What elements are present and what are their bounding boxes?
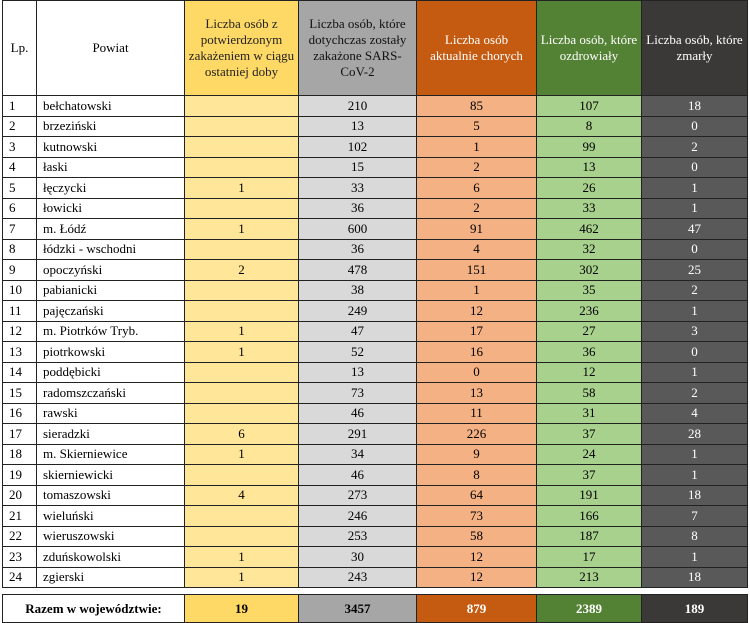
cell-total-cases: 102 — [299, 137, 417, 158]
table-row — [3, 403, 748, 424]
cell-powiat: łęczycki — [37, 178, 185, 199]
cell-lp: 8 — [3, 239, 37, 260]
table-row — [3, 485, 748, 506]
cell-powiat: m. Piotrków Tryb. — [37, 321, 185, 342]
table-row — [3, 321, 748, 342]
cell-new-cases: 4 — [185, 485, 299, 506]
cell-total-cases: 33 — [299, 178, 417, 199]
cell-total-cases: 249 — [299, 301, 417, 322]
cell-deaths: 2 — [642, 137, 748, 158]
table-row — [3, 444, 748, 465]
cell-powiat: radomszczański — [37, 383, 185, 404]
cell-lp: 22 — [3, 526, 37, 547]
cell-deaths: 0 — [642, 342, 748, 363]
cell-deaths: 18 — [642, 485, 748, 506]
cell-lp: 23 — [3, 547, 37, 568]
cell-powiat: łowicki — [37, 198, 185, 219]
cell-lp: 19 — [3, 465, 37, 486]
cell-currently-sick: 12 — [417, 547, 537, 568]
cell-recovered: 27 — [537, 321, 642, 342]
cell-total-cases: 73 — [299, 383, 417, 404]
cell-total-cases: 13 — [299, 116, 417, 137]
table-row — [3, 178, 748, 199]
cell-recovered: 107 — [537, 96, 642, 117]
cell-recovered: 99 — [537, 137, 642, 158]
cell-powiat: sieradzki — [37, 424, 185, 445]
cell-deaths: 0 — [642, 239, 748, 260]
cell-new-cases — [185, 526, 299, 547]
table-row — [3, 465, 748, 486]
cell-lp: 10 — [3, 280, 37, 301]
cell-powiat: poddębicki — [37, 362, 185, 383]
cell-recovered: 213 — [537, 567, 642, 588]
cell-new-cases — [185, 362, 299, 383]
cell-total-cases: 210 — [299, 96, 417, 117]
cell-recovered: 302 — [537, 260, 642, 281]
cell-total-cases: 246 — [299, 506, 417, 527]
cell-total-cases: 30 — [299, 547, 417, 568]
cell-total-cases: 36 — [299, 198, 417, 219]
cell-currently-sick: 12 — [417, 567, 537, 588]
cell-deaths: 7 — [642, 506, 748, 527]
header-recovered: Liczba osób, które ozdrowiały — [537, 1, 642, 96]
cell-lp: 11 — [3, 301, 37, 322]
summary-new-cases: 19 — [185, 595, 299, 623]
cell-powiat: brzeziński — [37, 116, 185, 137]
table-row — [3, 219, 748, 240]
cell-new-cases — [185, 383, 299, 404]
cell-currently-sick: 9 — [417, 444, 537, 465]
cell-lp: 9 — [3, 260, 37, 281]
cell-currently-sick: 2 — [417, 198, 537, 219]
cell-new-cases: 1 — [185, 547, 299, 568]
cell-deaths: 1 — [642, 547, 748, 568]
header-powiat: Powiat — [37, 1, 185, 96]
cell-powiat: bełchatowski — [37, 96, 185, 117]
cell-powiat: łódzki - wschodni — [37, 239, 185, 260]
cell-powiat: zgierski — [37, 567, 185, 588]
cell-currently-sick: 1 — [417, 137, 537, 158]
table-row — [3, 547, 748, 568]
cell-deaths: 1 — [642, 178, 748, 199]
cell-lp: 12 — [3, 321, 37, 342]
cell-currently-sick: 58 — [417, 526, 537, 547]
cell-powiat: łaski — [37, 157, 185, 178]
cell-deaths: 18 — [642, 96, 748, 117]
cell-recovered: 8 — [537, 116, 642, 137]
cell-lp: 15 — [3, 383, 37, 404]
cell-currently-sick: 16 — [417, 342, 537, 363]
cell-recovered: 236 — [537, 301, 642, 322]
cell-currently-sick: 11 — [417, 403, 537, 424]
cell-currently-sick: 13 — [417, 383, 537, 404]
cell-new-cases: 1 — [185, 567, 299, 588]
cell-deaths: 3 — [642, 321, 748, 342]
cell-new-cases — [185, 403, 299, 424]
cell-powiat: pabianicki — [37, 280, 185, 301]
cell-lp: 6 — [3, 198, 37, 219]
cell-deaths: 2 — [642, 383, 748, 404]
cell-new-cases: 1 — [185, 444, 299, 465]
cell-total-cases: 38 — [299, 280, 417, 301]
header-lp: Lp. — [3, 1, 37, 96]
cell-lp: 21 — [3, 506, 37, 527]
cell-total-cases: 47 — [299, 321, 417, 342]
table-row — [3, 260, 748, 281]
summary-spacer — [3, 588, 748, 595]
cell-currently-sick: 0 — [417, 362, 537, 383]
cell-new-cases — [185, 301, 299, 322]
cell-lp: 1 — [3, 96, 37, 117]
cell-deaths: 47 — [642, 219, 748, 240]
cell-recovered: 33 — [537, 198, 642, 219]
cell-currently-sick: 8 — [417, 465, 537, 486]
summary-total-cases: 3457 — [299, 595, 417, 623]
cell-new-cases: 1 — [185, 342, 299, 363]
cell-total-cases: 243 — [299, 567, 417, 588]
cell-lp: 16 — [3, 403, 37, 424]
cell-recovered: 37 — [537, 424, 642, 445]
cell-currently-sick: 85 — [417, 96, 537, 117]
cell-new-cases — [185, 116, 299, 137]
cell-new-cases: 1 — [185, 178, 299, 199]
cell-currently-sick: 91 — [417, 219, 537, 240]
cell-deaths: 1 — [642, 362, 748, 383]
table-row — [3, 157, 748, 178]
cell-powiat: rawski — [37, 403, 185, 424]
summary-row — [3, 595, 748, 623]
cell-new-cases — [185, 239, 299, 260]
cell-lp: 17 — [3, 424, 37, 445]
cell-new-cases: 6 — [185, 424, 299, 445]
cell-deaths: 1 — [642, 465, 748, 486]
summary-deaths: 189 — [642, 595, 748, 623]
table-row — [3, 362, 748, 383]
cell-deaths: 0 — [642, 116, 748, 137]
cell-total-cases: 273 — [299, 485, 417, 506]
cell-currently-sick: 226 — [417, 424, 537, 445]
cell-deaths: 0 — [642, 157, 748, 178]
cell-recovered: 17 — [537, 547, 642, 568]
table-row — [3, 567, 748, 588]
cell-deaths: 18 — [642, 567, 748, 588]
cell-currently-sick: 17 — [417, 321, 537, 342]
cell-lp: 4 — [3, 157, 37, 178]
cell-deaths: 1 — [642, 198, 748, 219]
cell-deaths: 4 — [642, 403, 748, 424]
table-row — [3, 342, 748, 363]
cell-lp: 7 — [3, 219, 37, 240]
cell-lp: 18 — [3, 444, 37, 465]
summary-recovered: 2389 — [537, 595, 642, 623]
cell-deaths: 1 — [642, 301, 748, 322]
cell-powiat: pajęczański — [37, 301, 185, 322]
cell-powiat: tomaszowski — [37, 485, 185, 506]
summary-currently-sick: 879 — [417, 595, 537, 623]
cell-deaths: 2 — [642, 280, 748, 301]
cell-recovered: 36 — [537, 342, 642, 363]
cell-deaths: 8 — [642, 526, 748, 547]
cell-powiat: opoczyński — [37, 260, 185, 281]
cell-powiat: m. Łódź — [37, 219, 185, 240]
table-row — [3, 96, 748, 117]
cell-currently-sick: 1 — [417, 280, 537, 301]
cell-total-cases: 478 — [299, 260, 417, 281]
table-row — [3, 198, 748, 219]
cell-recovered: 58 — [537, 383, 642, 404]
cell-currently-sick: 2 — [417, 157, 537, 178]
cell-recovered: 37 — [537, 465, 642, 486]
table-row — [3, 280, 748, 301]
cell-lp: 3 — [3, 137, 37, 158]
cell-total-cases: 34 — [299, 444, 417, 465]
cell-powiat: zduńskowolski — [37, 547, 185, 568]
cell-currently-sick: 5 — [417, 116, 537, 137]
cell-lp: 14 — [3, 362, 37, 383]
cell-total-cases: 15 — [299, 157, 417, 178]
cell-new-cases — [185, 96, 299, 117]
cell-new-cases: 1 — [185, 321, 299, 342]
cell-powiat: m. Skierniewice — [37, 444, 185, 465]
cell-total-cases: 13 — [299, 362, 417, 383]
table-row — [3, 383, 748, 404]
cell-recovered: 191 — [537, 485, 642, 506]
cell-deaths: 25 — [642, 260, 748, 281]
cell-recovered: 462 — [537, 219, 642, 240]
table-row — [3, 506, 748, 527]
cell-currently-sick: 6 — [417, 178, 537, 199]
cell-total-cases: 52 — [299, 342, 417, 363]
cell-currently-sick: 151 — [417, 260, 537, 281]
cell-total-cases: 46 — [299, 465, 417, 486]
cell-recovered: 24 — [537, 444, 642, 465]
summary-label: Razem w województwie: — [3, 595, 185, 623]
cell-deaths: 1 — [642, 444, 748, 465]
cell-recovered: 26 — [537, 178, 642, 199]
table-row — [3, 424, 748, 445]
cell-lp: 13 — [3, 342, 37, 363]
covid-cases-table — [2, 0, 748, 623]
cell-recovered: 32 — [537, 239, 642, 260]
cell-total-cases: 36 — [299, 239, 417, 260]
cell-currently-sick: 12 — [417, 301, 537, 322]
cell-recovered: 35 — [537, 280, 642, 301]
table-row — [3, 301, 748, 322]
spacer-cell — [3, 588, 748, 595]
cell-new-cases — [185, 465, 299, 486]
cell-currently-sick: 4 — [417, 239, 537, 260]
cell-total-cases: 253 — [299, 526, 417, 547]
table-row — [3, 239, 748, 260]
cell-recovered: 31 — [537, 403, 642, 424]
cell-recovered: 12 — [537, 362, 642, 383]
header-deaths: Liczba osób, które zmarły — [642, 1, 748, 96]
cell-lp: 24 — [3, 567, 37, 588]
cell-new-cases — [185, 198, 299, 219]
header-currently-sick: Liczba osób aktualnie chorych — [417, 1, 537, 96]
cell-total-cases: 600 — [299, 219, 417, 240]
table-header-row — [3, 1, 748, 96]
cell-powiat: piotrkowski — [37, 342, 185, 363]
cell-powiat: kutnowski — [37, 137, 185, 158]
cell-recovered: 13 — [537, 157, 642, 178]
cell-deaths: 28 — [642, 424, 748, 445]
cell-lp: 5 — [3, 178, 37, 199]
cell-powiat: skierniewicki — [37, 465, 185, 486]
cell-new-cases — [185, 137, 299, 158]
cell-new-cases — [185, 280, 299, 301]
cell-total-cases: 46 — [299, 403, 417, 424]
cell-powiat: wieluński — [37, 506, 185, 527]
cell-lp: 2 — [3, 116, 37, 137]
cell-new-cases — [185, 506, 299, 527]
cell-lp: 20 — [3, 485, 37, 506]
cell-currently-sick: 73 — [417, 506, 537, 527]
table-row — [3, 116, 748, 137]
header-total-cases: Liczba osób, które dotychczas zostały zakażone SARS-CoV-2 — [299, 1, 417, 96]
table-row — [3, 526, 748, 547]
table-row — [3, 137, 748, 158]
header-new-cases: Liczba osób z potwierdzonym zakażeniem w ciągu ostatniej doby — [185, 1, 299, 96]
cell-new-cases: 1 — [185, 219, 299, 240]
cell-recovered: 166 — [537, 506, 642, 527]
cell-new-cases: 2 — [185, 260, 299, 281]
cell-new-cases — [185, 157, 299, 178]
table-body — [3, 96, 748, 588]
cell-powiat: wieruszowski — [37, 526, 185, 547]
cell-currently-sick: 64 — [417, 485, 537, 506]
cell-total-cases: 291 — [299, 424, 417, 445]
cell-recovered: 187 — [537, 526, 642, 547]
